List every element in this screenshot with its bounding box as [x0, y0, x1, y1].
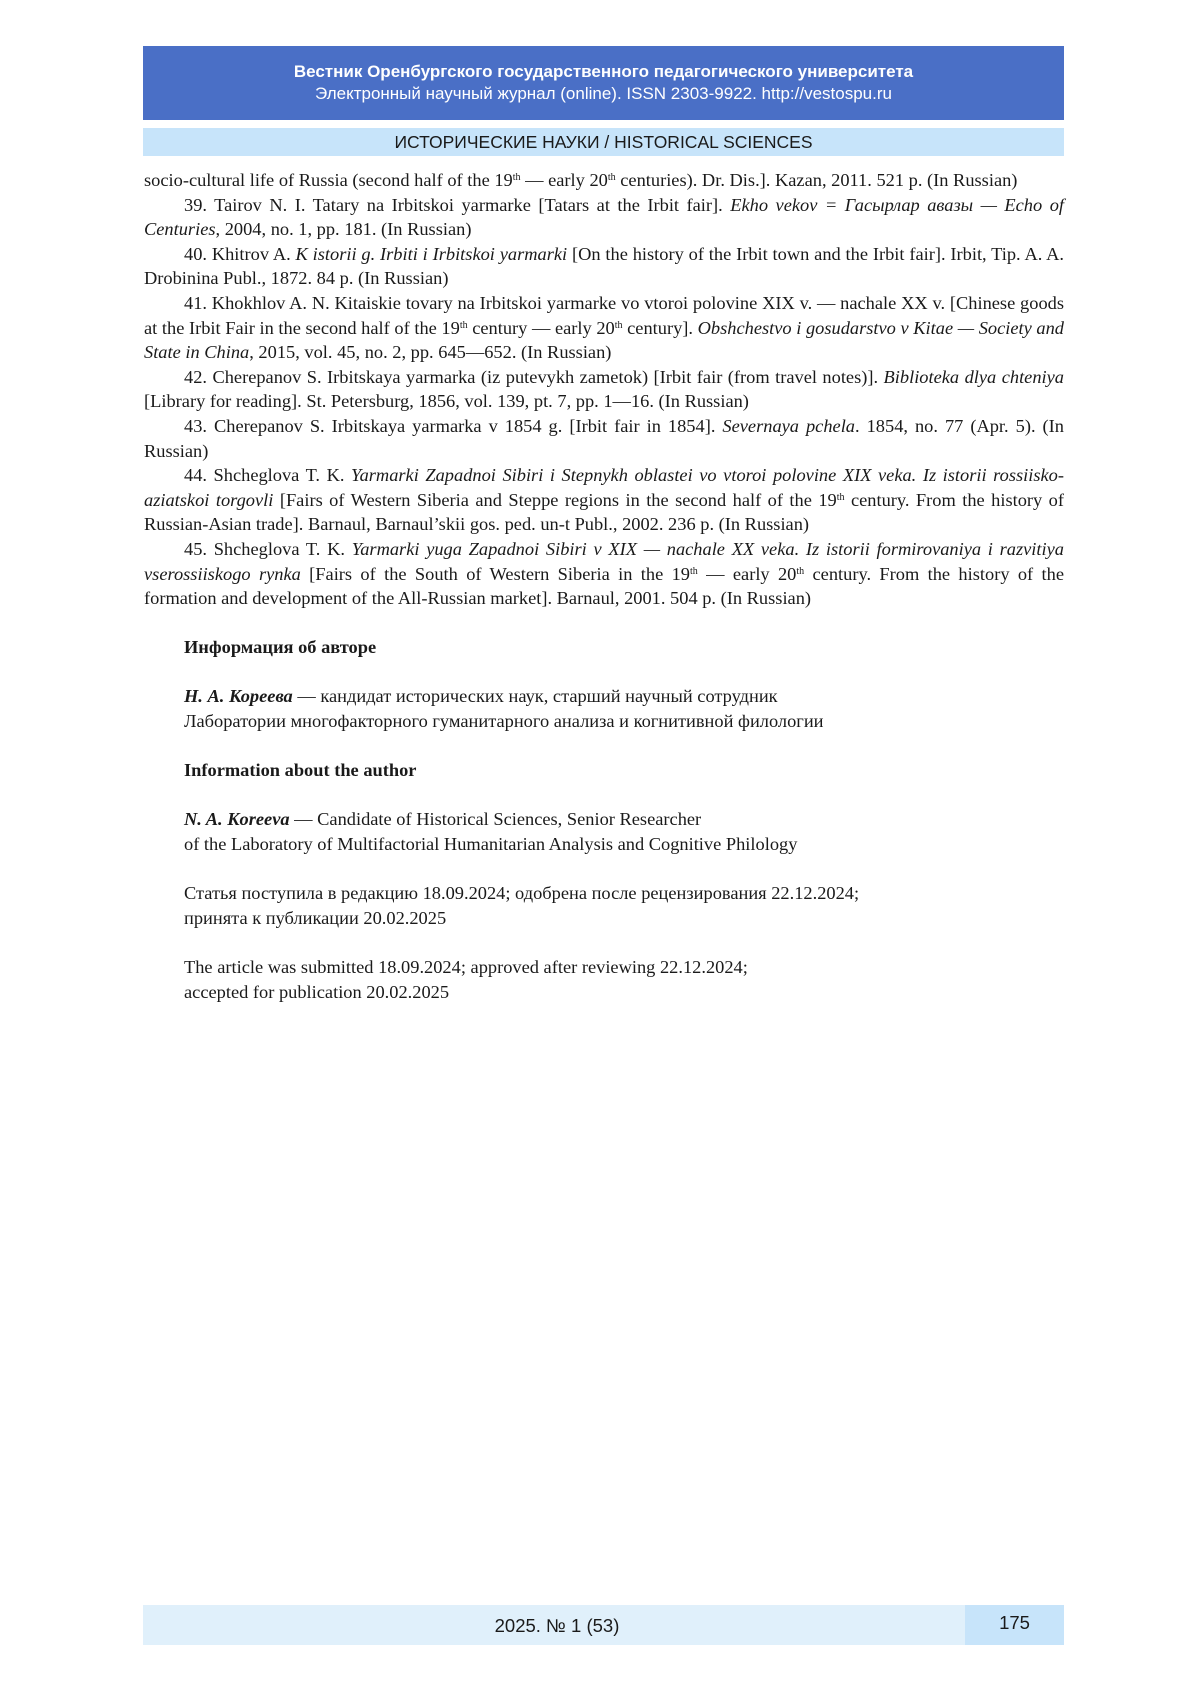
journal-title: Вестник Оренбургского государственного педагогического университета: [293, 62, 914, 81]
article-dates-en-line2: accepted for publication 20.02.2025: [184, 981, 450, 1002]
journal-header: [143, 46, 1064, 120]
page-footer: [143, 1605, 1064, 1645]
page-content: [144, 168, 1064, 1004]
author-name-ru: Н. А. Кореева: [184, 686, 293, 707]
reference-44: 44. Shcheglova T. K. Yarmarki Zapadnoi Sibiri i Stepnykh oblastei vo vtoroi polovine XIX veka. Iz istorii rossiisko-aziatskoi torgovli [Fairs of Western Siberia and Steppe regions in the second half of the 19th century. From the history of Russian-Asian trade]. Barnaul, Barnaul’skii gos. ped. un-t Publ., 2002. 236 p. (In Russian): [144, 465, 1065, 535]
reference-continuation: socio-cultural life of Russia (second half of the 19th — early 20th centuries). Dr. Dis.]. Kazan, 2011. 521 p. (In Russian): [144, 170, 1018, 190]
article-dates-en-line1: The article was submitted 18.09.2024; approved after reviewing 22.12.2024;: [184, 957, 748, 977]
author-info-ru-line2: Лаборатории многофакторного гуманитарного анализа и когнитивной филологии: [184, 711, 824, 732]
section-title: ИСТОРИЧЕСКИЕ НАУКИ / HISTORICAL SCIENCES: [143, 128, 1064, 156]
article-dates-ru-line2: принята к публикации 20.02.2025: [184, 907, 447, 928]
article-dates-ru-line1: Статья поступила в редакцию 18.09.2024; одобрена после рецензирования 22.12.2024;: [184, 883, 860, 904]
reference-42: 42. Cherepanov S. Irbitskaya yarmarka (iz putevykh zametok) [Irbit fair (from travel notes)]. Biblioteka dlya chteniya [Library for reading]. St. Petersburg, 1856, vol. 139, pt. 7, pp. 1—16. (In Russian): [144, 366, 1064, 412]
author-info-heading-en: Information about the author: [184, 760, 417, 781]
issue-number: 2025. № 1 (53): [494, 1615, 620, 1636]
page-number: 175: [965, 1605, 1064, 1645]
reference-39: 39. Tairov N. I. Tatary na Irbitskoi yarmarke [Tatars at the Irbit fair]. Ekho vekov = Гасырлар авазы — Echo of Centuries, 2004, no. 1, pp. 181. (In Russian): [144, 194, 1064, 240]
reference-40: 40. Khitrov A. K istorii g. Irbiti i Irbitskoi yarmarki [On the history of the Irbit town and the Irbit fair]. Irbit, Tip. A. A. Drobinina Publ., 1872. 84 p. (In Russian): [144, 243, 1065, 289]
author-info-ru-line1: Н. А. Кореева — кандидат исторических наук, старший научный сотрудник: [184, 686, 778, 707]
author-info-en-line1: N. A. Koreeva — Candidate of Historical Sciences, Senior Researcher: [184, 809, 702, 830]
journal-subtitle: Электронный научный журнал (online). ISSN 2303-9922. http://vestospu.ru: [315, 84, 892, 103]
author-info-en-line2: of the Laboratory of Multifactorial Humanitarian Analysis and Cognitive Philology: [184, 834, 798, 855]
author-name-en: N. A. Koreeva: [184, 809, 290, 830]
reference-45: 45. Shcheglova T. K. Yarmarki yuga Zapadnoi Sibiri v XIX — nachale XX veka. Iz istorii formirovaniya i razvitiya vserossiiskogo rynka [Fairs of the South of Western Siberia in the 19th — early 20th century. From the history of the formation and development of the All-Russian market]. Barnaul, 2001. 504 p. (In Russian): [144, 538, 1065, 609]
reference-41: 41. Khokhlov A. N. Kitaiskie tovary na Irbitskoi yarmarke vo vtoroi polovine XIX v. — nachale XX v. [Chinese goods at the Irbit Fair in the second half of the 19th century — early 20th century]. Obshchestvo i gosudarstvo v Kitae — Society and State in China, 2015, vol. 45, no. 2, pp. 645—652. (In Russian): [144, 292, 1064, 363]
author-info-heading-ru: Информация об авторе: [184, 637, 377, 658]
reference-43: 43. Cherepanov S. Irbitskaya yarmarka v 1854 g. [Irbit fair in 1854]. Severnaya pchela. 1854, no. 77 (Apr. 5). (In Russian): [144, 415, 1064, 461]
